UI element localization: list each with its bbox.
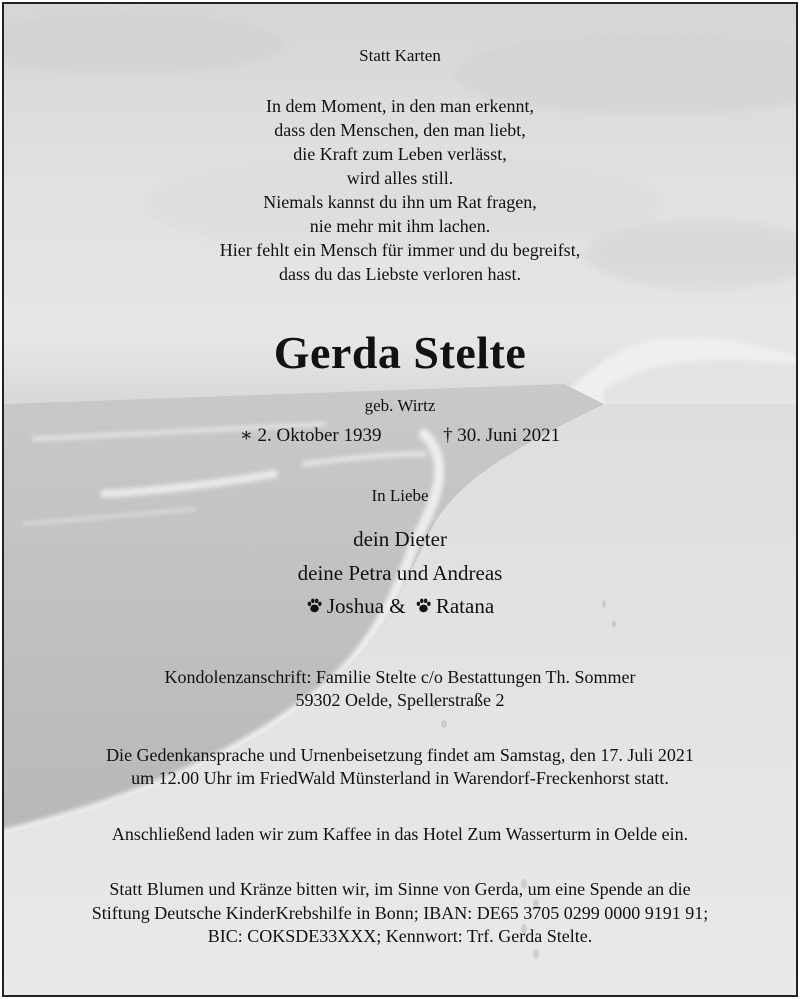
mourner-line: dein Dieter	[353, 527, 447, 551]
paw-icon	[306, 597, 323, 614]
pet-name-joshua: Joshua &	[326, 594, 406, 618]
poem-line: nie mehr mit ihm lachen.	[309, 216, 491, 236]
poem-line: In dem Moment, in den man erkennt,	[266, 96, 534, 116]
birth-date: ∗ 2. Oktober 1939	[239, 425, 382, 446]
paw-icon	[415, 597, 432, 614]
poem-line: wird alles still.	[346, 168, 454, 188]
mourners-intro: In Liebe	[371, 486, 429, 505]
poem-line: Niemals kannst du ihn um Rat fragen,	[263, 192, 537, 212]
coffee-invitation: Anschließend laden wir zum Kaffee in das Hotel Zum Wasserturm in Oelde ein.	[111, 824, 689, 844]
ceremony-line: um 12.00 Uhr im FriedWald Münsterland in Warendorf-Freckenhorst statt.	[131, 768, 669, 788]
ceremony-line: Die Gedenkansprache und Urnenbeisetzung findet am Samstag, den 17. Juli 2021	[106, 745, 694, 765]
poem-line: die Kraft zum Leben verlässt,	[293, 144, 507, 164]
header-statt-karten: Statt Karten	[359, 46, 441, 65]
donation-line: BIC: COKSDE33XXX; Kennwort: Trf. Gerda Stelte.	[207, 926, 593, 946]
poem-line: dass den Menschen, den man liebt,	[274, 120, 526, 140]
condolence-address: Kondolenzanschrift: Familie Stelte c/o Bestattungen Th. Sommer	[164, 667, 636, 687]
poem-line: Hier fehlt ein Mensch für immer und du begreifst,	[219, 240, 581, 260]
maiden-name: geb. Wirtz	[364, 396, 436, 415]
donation-line: Statt Blumen und Kränze bitten wir, im Sinne von Gerda, um eine Spende an die	[109, 879, 691, 899]
obituary-text	[4, 4, 796, 995]
mourner-line: deine Petra und Andreas	[297, 561, 503, 585]
mourner-pets-line	[4, 594, 796, 619]
obituary-card	[2, 2, 798, 997]
deceased-name: Gerda Stelte	[273, 327, 527, 378]
condolence-city: 59302 Oelde, Spellerstraße 2	[295, 690, 505, 710]
poem-line: dass du das Liebste verloren hast.	[279, 264, 521, 284]
life-dates	[4, 424, 796, 447]
donation-line: Stiftung Deutsche KinderKrebshilfe in Bonn; IBAN: DE65 3705 0299 0000 9191 91;	[91, 903, 709, 923]
pet-name-ratana: Ratana	[435, 594, 495, 618]
death-date: † 30. Juni 2021	[443, 425, 561, 446]
